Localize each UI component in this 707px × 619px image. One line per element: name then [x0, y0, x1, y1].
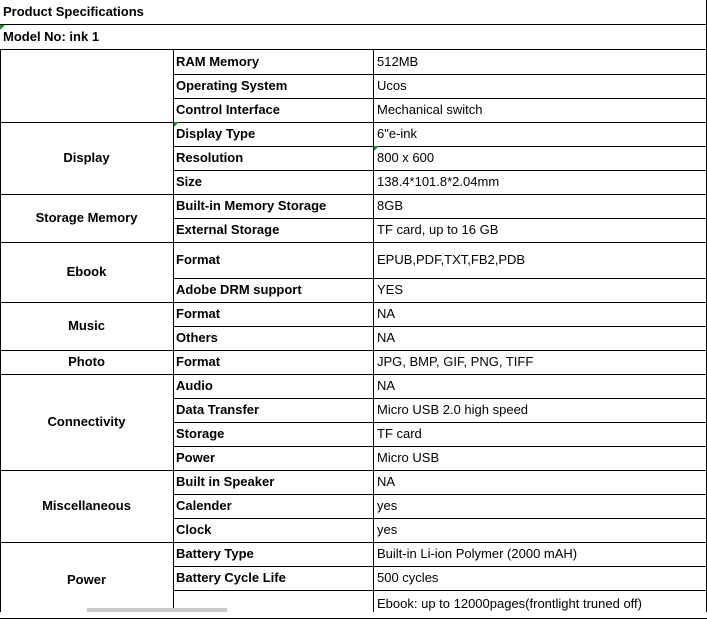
spec-label: Adobe DRM support [176, 282, 302, 297]
spec-value: JPG, BMP, GIF, PNG, TIFF [377, 354, 534, 369]
spec-value: 500 cycles [377, 570, 439, 585]
spec-label: Resolution [176, 150, 244, 165]
spec-label: Others [176, 330, 218, 345]
spec-label: Format [176, 306, 221, 321]
spec-label: External Storage [176, 222, 280, 237]
spec-label: Format [176, 252, 221, 267]
horizontal-scrollbar[interactable] [87, 608, 227, 612]
spec-label: Format [176, 354, 221, 369]
comment-marker [174, 122, 179, 127]
column-divider [173, 50, 174, 612]
spec-label: Clock [176, 522, 212, 537]
spec-label: Storage [176, 426, 225, 441]
spec-value: NA [377, 378, 396, 393]
category-label: Power [66, 572, 106, 587]
spec-label: Size [176, 174, 203, 189]
spec-value: yes [377, 498, 398, 513]
spec-label: Power [176, 450, 216, 465]
spec-value: TF card [377, 426, 422, 441]
spec-label: Battery Type [176, 546, 254, 561]
comment-marker [0, 25, 5, 30]
column-divider [373, 50, 374, 612]
spec-label: Data Transfer [176, 402, 260, 417]
spec-value: NA [377, 330, 396, 345]
category-label: Display [63, 150, 110, 165]
category-label: Miscellaneous [42, 498, 131, 513]
comment-marker [374, 146, 379, 151]
spec-value: TF card, up to 16 GB [377, 222, 499, 237]
spec-label: Calender [176, 498, 232, 513]
category-label: Connectivity [47, 414, 126, 429]
spec-label: Control Interface [176, 102, 281, 117]
spec-value: Ucos [377, 78, 407, 93]
spec-label: Built in Speaker [176, 474, 275, 489]
spec-value: YES [377, 282, 404, 297]
spec-value: Built-in Li-ion Polymer (2000 mAH) [377, 546, 578, 561]
category-label: Photo [68, 354, 105, 369]
spec-label: Built-in Memory Storage [176, 198, 327, 213]
sheet-title: Product Specifications [3, 4, 144, 19]
spec-value: 6"e-ink [377, 126, 418, 141]
spec-value: NA [377, 306, 396, 321]
spec-value: Micro USB [377, 450, 440, 465]
category-label [0, 50, 173, 122]
model-number: Model No: ink 1 [3, 29, 100, 44]
spec-label: Battery Cycle Life [176, 570, 286, 585]
spec-value: Micro USB 2.0 high speed [377, 402, 529, 417]
spec-value: 138.4*101.8*2.04mm [377, 174, 500, 189]
spec-value: Mechanical switch [377, 102, 483, 117]
spec-value: Ebook: up to 12000pages(frontlight truned off) [377, 596, 643, 611]
category-label: Ebook [66, 264, 107, 279]
spec-label: Audio [176, 378, 213, 393]
spec-label [174, 590, 373, 618]
spec-value: NA [377, 474, 396, 489]
category-label: Storage Memory [35, 210, 138, 225]
spec-value: 8GB [377, 198, 404, 213]
spec-value: 512MB [377, 54, 419, 69]
category-label: Music [68, 318, 105, 333]
spec-label: Display Type [176, 126, 256, 141]
left-border [0, 50, 1, 612]
spec-value: yes [377, 522, 398, 537]
spec-value: EPUB,PDF,TXT,FB2,PDB [377, 252, 526, 267]
spec-value: 800 x 600 [377, 150, 435, 165]
spec-label: RAM Memory [176, 54, 260, 69]
spec-label: Operating System [176, 78, 288, 93]
